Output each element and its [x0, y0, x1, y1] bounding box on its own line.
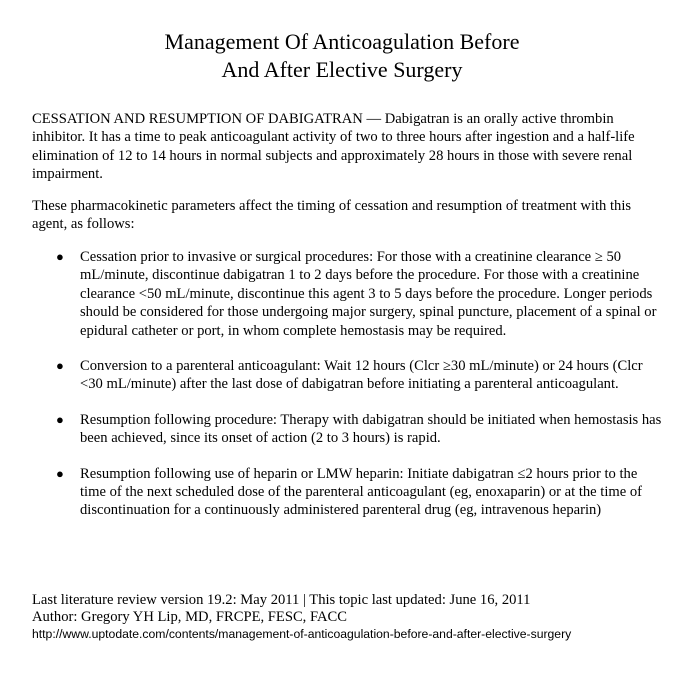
bullet-icon: ● — [56, 358, 64, 374]
title-line-1: Management Of Anticoagulation Before — [164, 29, 520, 54]
intro-text: Dabigatran is an orally active thrombin inhibitor. It has a time to peak anticoagulant activity of two to three hours after ingestion and a half-life elimination of 12 to 14 hours in normal subjects and approximately 28 hours in those with severe renal impairment. — [32, 111, 635, 183]
list-item — [32, 357, 664, 394]
review-info: Last literature review version 19.2: May 2011 | This topic last updated: June 16, 2011 — [32, 592, 531, 608]
list-item — [32, 248, 664, 340]
bullet-icon: ● — [56, 411, 64, 427]
intro-dash: — — [362, 111, 385, 127]
author-info: Author: Gregory YH Lip, MD, FRCPE, FESC, FACC — [32, 609, 348, 625]
list-item-text: Conversion to a parenteral anticoagulant: Wait 12 hours (Clcr ≥30 mL/minute) or 24 hours (Clcr <30 mL/minute) after the last dose of dabigatran before initiating a parenteral anticoagulant. — [80, 358, 643, 393]
pharmacokinetics-paragraph: These pharmacokinetic parameters affect the timing of cessation and resumption of treatment with this agent, as follows: — [32, 198, 632, 233]
document-footer — [32, 592, 672, 643]
list-item-text: Resumption following procedure: Therapy with dabigatran should be initiated when hemostasis has been achieved, since its onset of action (2 to 3 hours) is rapid. — [80, 411, 662, 447]
bullet-icon: ● — [56, 249, 64, 264]
document-title — [0, 28, 684, 84]
list-item-text: Resumption following use of heparin or LMW heparin: Initiate dabigatran ≤2 hours prior to the time of the next scheduled dose of the parenteral anticoagulant (eg, enoxaparin) or at the time of discontinuation for a continuously administered parenteral drug (eg, intravenous heparin) — [80, 465, 643, 519]
list-item — [32, 465, 664, 520]
source-url: http://www.uptodate.com/contents/management-of-anticoagulation-before-and-after-elective-surgery — [32, 627, 572, 641]
bullet-list — [32, 248, 664, 537]
intro-paragraph — [32, 110, 664, 184]
title-line-2: And After Elective Surgery — [221, 57, 463, 82]
list-item — [32, 411, 664, 448]
bullet-icon: ● — [56, 465, 64, 481]
intro-heading: CESSATION AND RESUMPTION OF DABIGATRAN — [32, 111, 363, 127]
list-item-text: Cessation prior to invasive or surgical procedures: For those with a creatinine clearance ≥ 50 mL/minute, discontinue dabigatran 1 to 2 days before the procedure. For those with a creatinine clearance <50 mL/minute, discontinue this agent 3 to 5 days before the procedure. Longer periods should be considered for those undergoing major surgery, spinal puncture, placement of a spinal or epidural catheter or port, in whom complete hemostasis may be required. — [80, 249, 657, 339]
